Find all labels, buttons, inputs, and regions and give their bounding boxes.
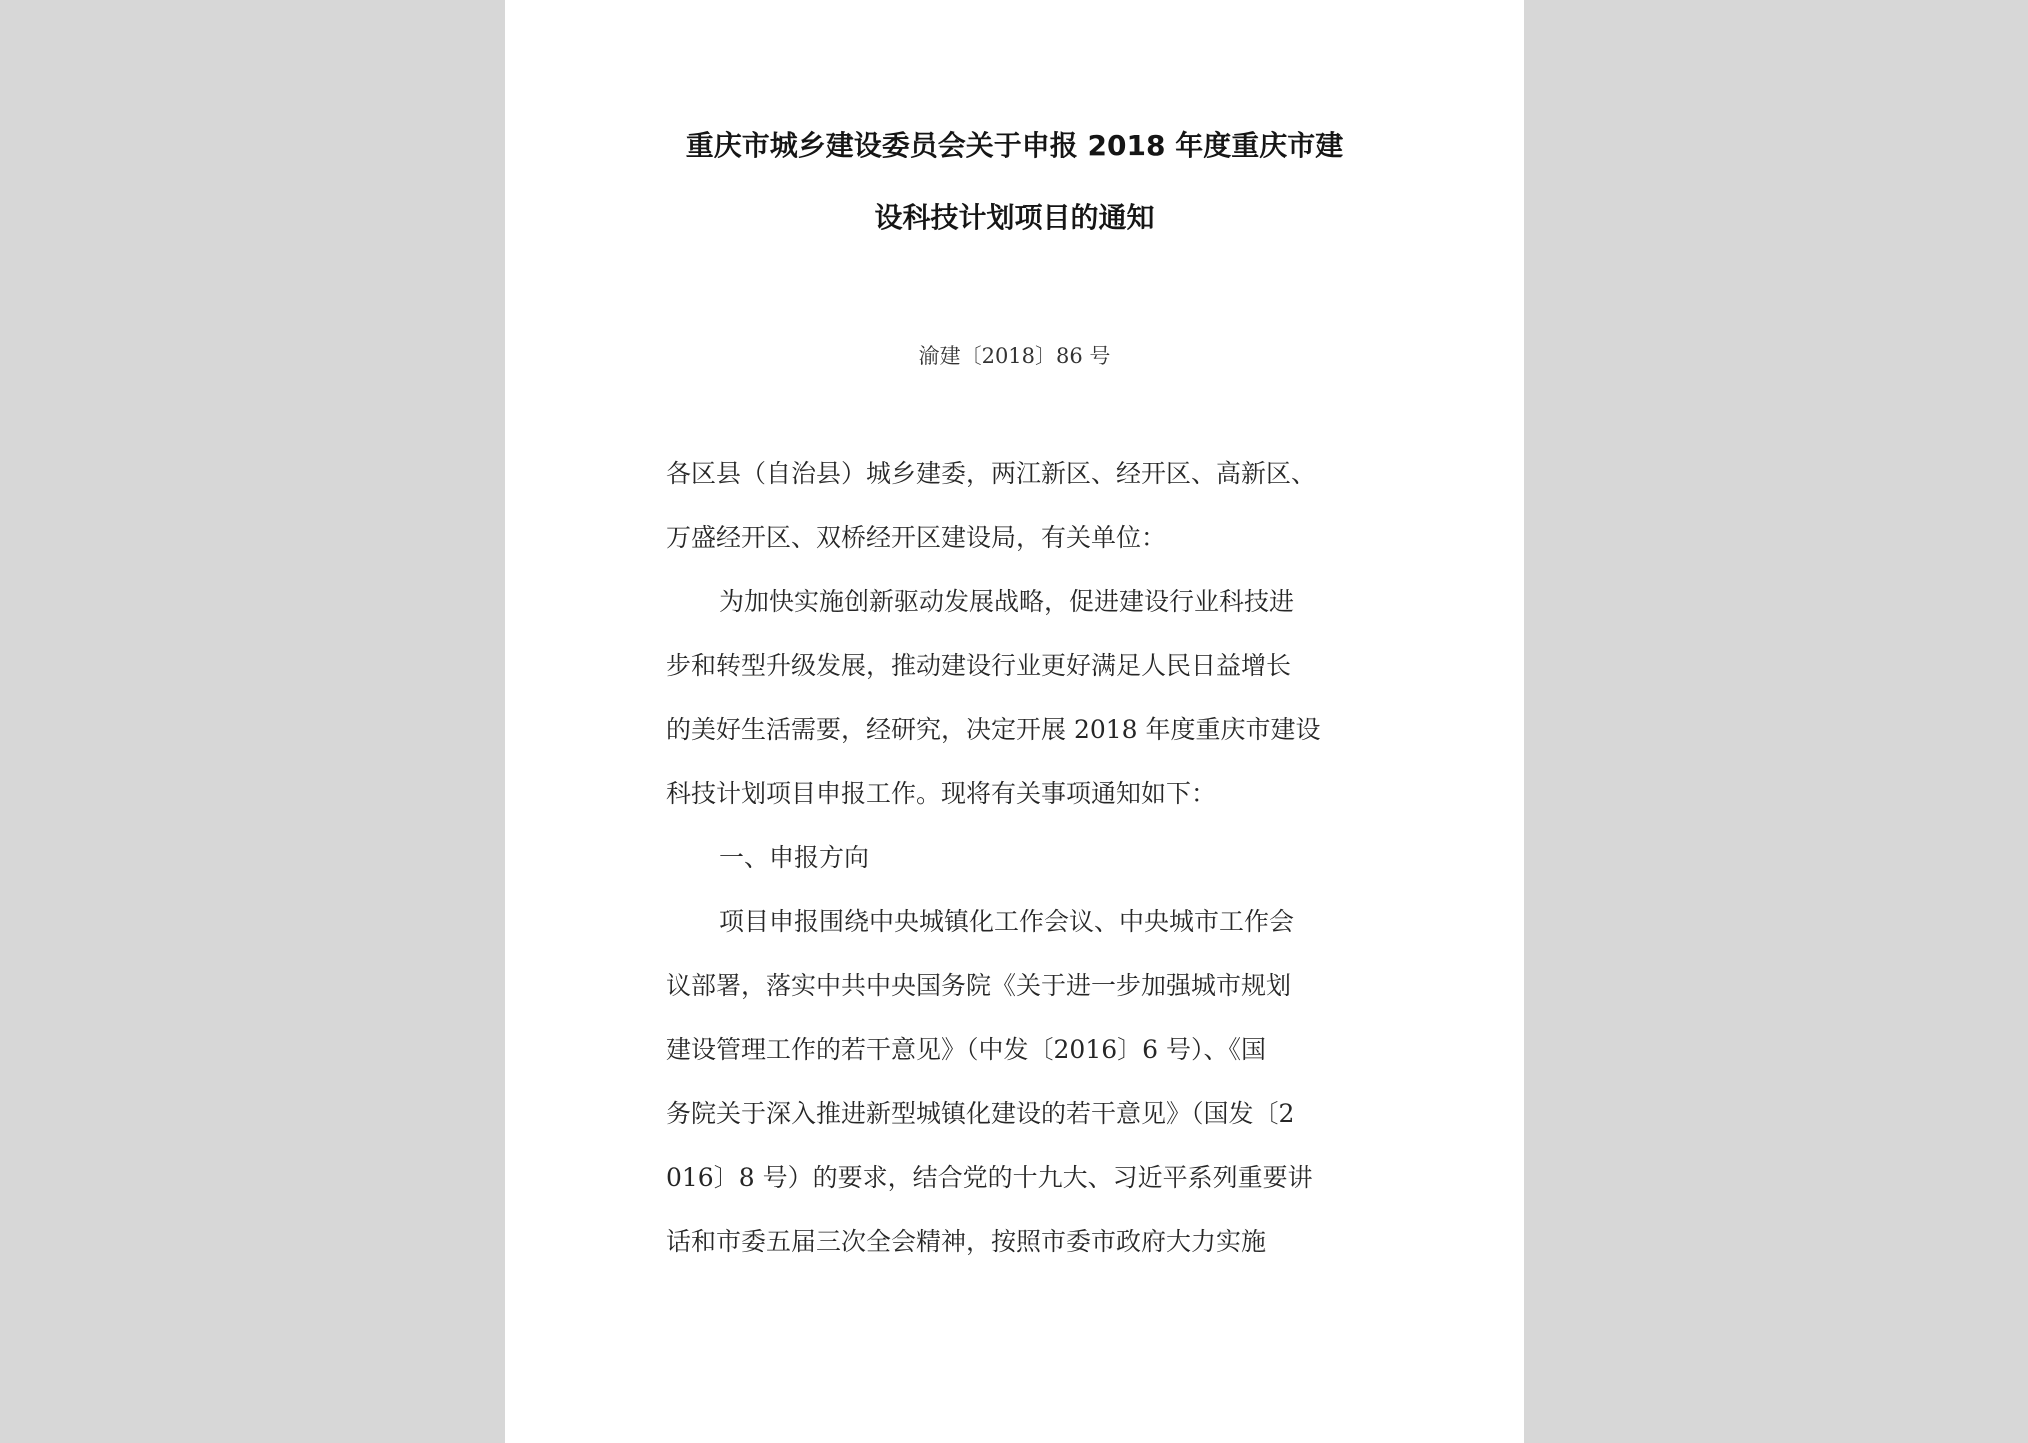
body-line: 务院关于深入推进新型城镇化建设的若干意见》（国发〔2 <box>666 1099 1295 1128</box>
body-line: 话和市委五届三次全会精神，按照市委市政府大力实施 <box>666 1227 1267 1256</box>
body-line: 步和转型升级发展，推动建设行业更好满足人民日益增长 <box>666 651 1292 680</box>
document-number: 渝建〔2018〕86 号 <box>918 344 1111 368</box>
body-line: 016〕8 号）的要求，结合党的十九大、习近平系列重要讲 <box>666 1163 1313 1192</box>
body-line: 的美好生活需要，经研究，决定开展 2018 年度重庆市建设 <box>666 715 1321 744</box>
document-page <box>505 0 1524 1443</box>
body-line: 万盛经开区、双桥经开区建设局，有关单位： <box>666 523 1167 552</box>
document-title-line-1: 重庆市城乡建设委员会关于申报 2018 年度重庆市建 <box>685 129 1344 162</box>
body-paragraph-start: 项目申报围绕中央城镇化工作会议、中央城市工作会 <box>719 907 1295 936</box>
body-paragraph-start: 为加快实施创新驱动发展战略，促进建设行业科技进 <box>719 587 1295 616</box>
section-heading: 一、申报方向 <box>719 843 870 872</box>
document-title-line-2: 设科技计划项目的通知 <box>874 201 1155 234</box>
body-line: 科技计划项目申报工作。现将有关事项通知如下： <box>666 779 1217 808</box>
body-line: 议部署，落实中共中央国务院《关于进一步加强城市规划 <box>666 971 1292 1000</box>
body-line: 各区县（自治县）城乡建委，两江新区、经开区、高新区、 <box>666 459 1317 488</box>
body-line: 建设管理工作的若干意见》（中发〔2016〕6 号）、《国 <box>666 1035 1266 1064</box>
